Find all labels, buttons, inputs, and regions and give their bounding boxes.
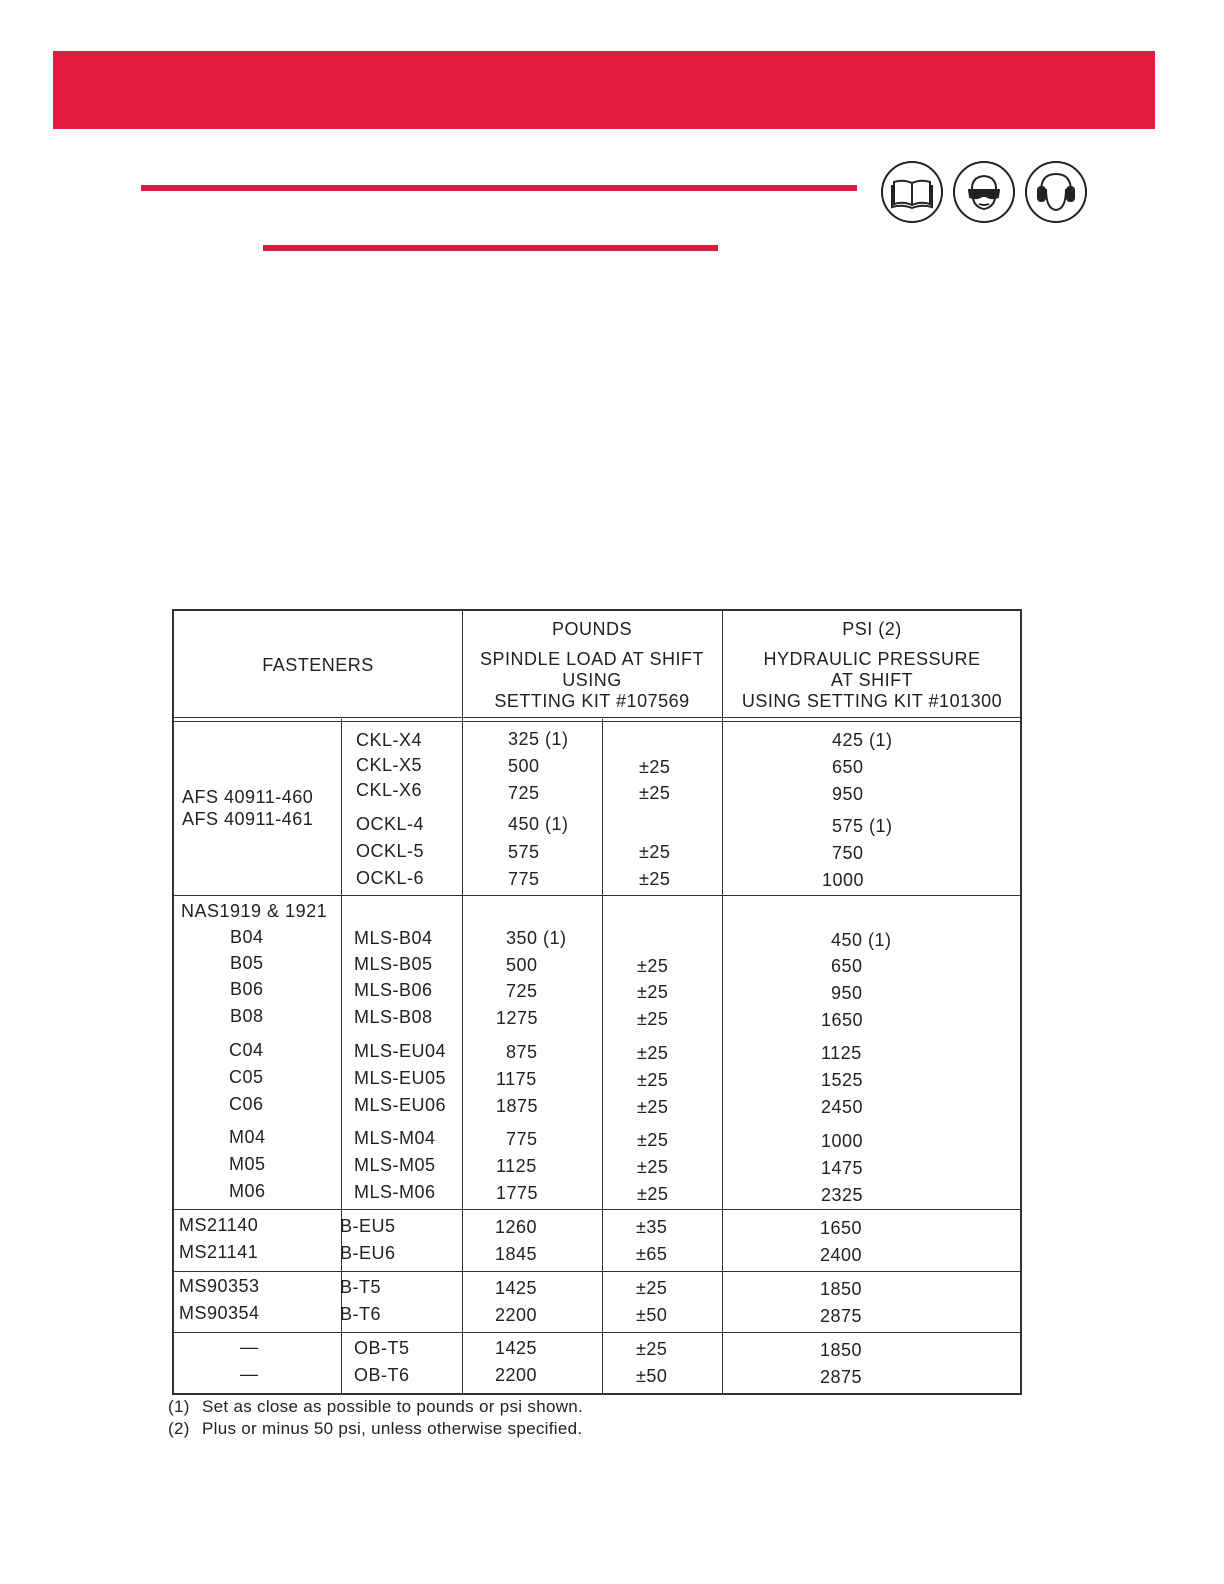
psi-cell: 575 (1) — [832, 816, 893, 836]
pounds-cell: 500 — [508, 756, 540, 776]
model-cell: CKL-X5 — [356, 755, 423, 775]
model-cell: MLS-EU04 — [354, 1041, 447, 1061]
tolerance-cell: ±25 — [637, 1070, 669, 1090]
psi-cell: 2875 — [820, 1367, 863, 1387]
header-psi-title: PSI (2) — [842, 618, 902, 639]
col-divider-1 — [462, 611, 463, 1393]
model-cell: B-T6 — [340, 1304, 382, 1324]
tolerance-cell: ±35 — [636, 1217, 668, 1237]
safety-glasses-icon — [953, 161, 1015, 223]
code-cell: B05 — [230, 953, 264, 973]
group-label: — — [240, 1364, 259, 1384]
pounds-cell: 1260 — [495, 1217, 538, 1237]
group-divider-1 — [174, 895, 1020, 896]
footnote-text: Plus or minus 50 psi, unless otherwise specified. — [202, 1419, 583, 1438]
header-fasteners — [174, 611, 462, 719]
pounds-cell: 1845 — [495, 1244, 538, 1264]
psi-cell: 1125 — [821, 1043, 862, 1063]
model-cell: CKL-X4 — [356, 730, 423, 750]
ear-protection-icon — [1025, 161, 1087, 223]
code-cell: M06 — [229, 1181, 266, 1201]
header-pounds — [462, 611, 722, 719]
pounds-cell: 575 — [508, 842, 540, 862]
psi-cell: 950 — [832, 784, 864, 804]
tolerance-cell: ±50 — [636, 1305, 668, 1325]
model-cell: MLS-M05 — [354, 1155, 436, 1175]
model-cell: MLS-M04 — [354, 1128, 436, 1148]
group-label: MS21140 — [179, 1215, 259, 1235]
pounds-cell: 450 (1) — [508, 814, 569, 834]
footnote-text: Set as close as possible to pounds or psi shown. — [202, 1397, 584, 1416]
psi-cell: 1000 — [822, 870, 865, 890]
model-cell: MLS-B08 — [354, 1007, 433, 1027]
group-label: MS90354 — [179, 1303, 260, 1323]
pounds-cell: 1125 — [496, 1156, 537, 1176]
header-fasteners-text: FASTENERS — [262, 654, 374, 675]
spindle-load-table — [172, 609, 1022, 1395]
pounds-cell: 350 (1) — [506, 928, 567, 948]
code-cell: C06 — [229, 1094, 264, 1114]
psi-cell: 750 — [832, 843, 864, 863]
tolerance-cell: ±25 — [639, 869, 671, 889]
code-cell: C04 — [229, 1040, 264, 1060]
header-psi-line: USING SETTING KIT #101300 — [741, 690, 1003, 711]
model-cell: B-T5 — [340, 1277, 382, 1297]
model-cell: MLS-B04 — [354, 928, 433, 948]
group-label: MS90353 — [179, 1276, 260, 1296]
header-psi-line: HYDRAULIC PRESSURE — [763, 648, 981, 669]
tolerance-cell: ±25 — [639, 783, 671, 803]
title-rule-long — [141, 185, 857, 191]
pounds-cell: 725 — [508, 783, 540, 803]
footnote-1 — [168, 1397, 583, 1417]
pounds-cell: 1425 — [495, 1338, 538, 1358]
psi-cell: 650 — [831, 956, 863, 976]
psi-cell: 950 — [831, 983, 863, 1003]
psi-cell: 1525 — [821, 1070, 864, 1090]
header-pounds-title: POUNDS — [551, 618, 632, 639]
tolerance-cell: ±25 — [637, 1184, 669, 1204]
model-cell: OB-T5 — [354, 1338, 410, 1358]
model-cell: CKL-X6 — [356, 780, 423, 800]
header-banner — [53, 51, 1155, 129]
tolerance-cell: ±25 — [637, 1043, 669, 1063]
code-cell: M04 — [229, 1127, 266, 1147]
tolerance-cell: ±25 — [637, 982, 669, 1002]
col-divider-tol — [602, 719, 603, 1393]
group-label: — — [240, 1337, 259, 1357]
code-cell: C05 — [229, 1067, 264, 1087]
footnote-number: (1) — [168, 1397, 190, 1416]
pounds-cell: 875 — [506, 1042, 538, 1062]
safety-icons — [881, 161, 1087, 223]
psi-cell: 1650 — [821, 1010, 864, 1030]
model-cell: OCKL-5 — [356, 841, 425, 861]
group-divider-3 — [174, 1271, 1020, 1272]
group-divider-4 — [174, 1332, 1020, 1333]
model-cell: MLS-EU06 — [354, 1095, 447, 1115]
tolerance-cell: ±25 — [636, 1278, 668, 1298]
pounds-cell: 500 — [506, 955, 538, 975]
psi-cell: 1000 — [821, 1131, 864, 1151]
pounds-cell: 325 (1) — [508, 729, 569, 749]
pounds-cell: 775 — [508, 869, 540, 889]
pounds-cell: 2200 — [495, 1305, 538, 1325]
tolerance-cell: ±25 — [637, 1009, 669, 1029]
header-psi-line: AT SHIFT — [830, 669, 914, 690]
psi-cell: 1850 — [820, 1279, 863, 1299]
tolerance-cell: ±25 — [639, 757, 671, 777]
model-cell: MLS-M06 — [354, 1182, 436, 1202]
psi-cell: 1475 — [821, 1158, 864, 1178]
psi-cell: 650 — [832, 757, 864, 777]
psi-cell: 2325 — [821, 1185, 864, 1205]
pounds-cell: 1175 — [496, 1069, 537, 1089]
book-icon — [881, 161, 943, 223]
tolerance-cell: ±25 — [637, 1130, 669, 1150]
tolerance-cell: ±25 — [637, 1157, 669, 1177]
model-cell: B-EU6 — [340, 1243, 396, 1263]
group-divider-2 — [174, 1209, 1020, 1210]
col-divider-3 — [722, 611, 723, 1393]
group-label: AFS 40911-460 — [182, 787, 314, 807]
psi-cell: 2450 — [821, 1097, 864, 1117]
group-label: MS21141 — [179, 1242, 259, 1262]
pounds-cell: 1775 — [496, 1183, 539, 1203]
model-cell: MLS-B05 — [354, 954, 433, 974]
code-cell: B06 — [230, 979, 264, 999]
tolerance-cell: ±25 — [639, 842, 671, 862]
model-cell: MLS-B06 — [354, 980, 433, 1000]
model-cell: OCKL-4 — [356, 814, 425, 834]
psi-cell: 1850 — [820, 1340, 863, 1360]
tolerance-cell: ±50 — [636, 1366, 668, 1386]
footnote-number: (2) — [168, 1419, 190, 1438]
pounds-cell: 1875 — [496, 1096, 539, 1116]
header-psi — [722, 611, 1022, 719]
pounds-cell: 775 — [506, 1129, 538, 1149]
psi-cell: 425 (1) — [832, 730, 893, 750]
pounds-cell: 1425 — [495, 1278, 538, 1298]
psi-cell: 1650 — [820, 1218, 863, 1238]
code-cell: B08 — [230, 1006, 264, 1026]
header-pounds-line: SETTING KIT #107569 — [494, 690, 690, 711]
title-rule-short — [263, 245, 718, 251]
tolerance-cell: ±25 — [637, 956, 669, 976]
model-cell: OCKL-6 — [356, 868, 425, 888]
pounds-cell: 725 — [506, 981, 538, 1001]
tolerance-cell: ±25 — [637, 1097, 669, 1117]
tolerance-cell: ±65 — [636, 1244, 668, 1264]
psi-cell: 2400 — [820, 1245, 863, 1265]
code-cell: B04 — [230, 927, 264, 947]
model-cell: B-EU5 — [340, 1216, 396, 1236]
tolerance-cell: ±25 — [636, 1339, 668, 1359]
pounds-cell: 2200 — [495, 1365, 538, 1385]
psi-cell: 2875 — [820, 1306, 863, 1326]
header-rule-b — [174, 721, 1020, 722]
group-label: AFS 40911-461 — [182, 809, 314, 829]
group-title: NAS1919 & 1921 — [181, 901, 328, 921]
model-cell: MLS-EU05 — [354, 1068, 447, 1088]
psi-cell: 450 (1) — [831, 930, 892, 950]
header-pounds-line: USING — [562, 669, 622, 690]
footnote-2 — [168, 1419, 582, 1439]
model-cell: OB-T6 — [354, 1365, 410, 1385]
code-cell: M05 — [229, 1154, 266, 1174]
pounds-cell: 1275 — [496, 1008, 539, 1028]
header-pounds-line: SPINDLE LOAD AT SHIFT — [480, 648, 704, 669]
